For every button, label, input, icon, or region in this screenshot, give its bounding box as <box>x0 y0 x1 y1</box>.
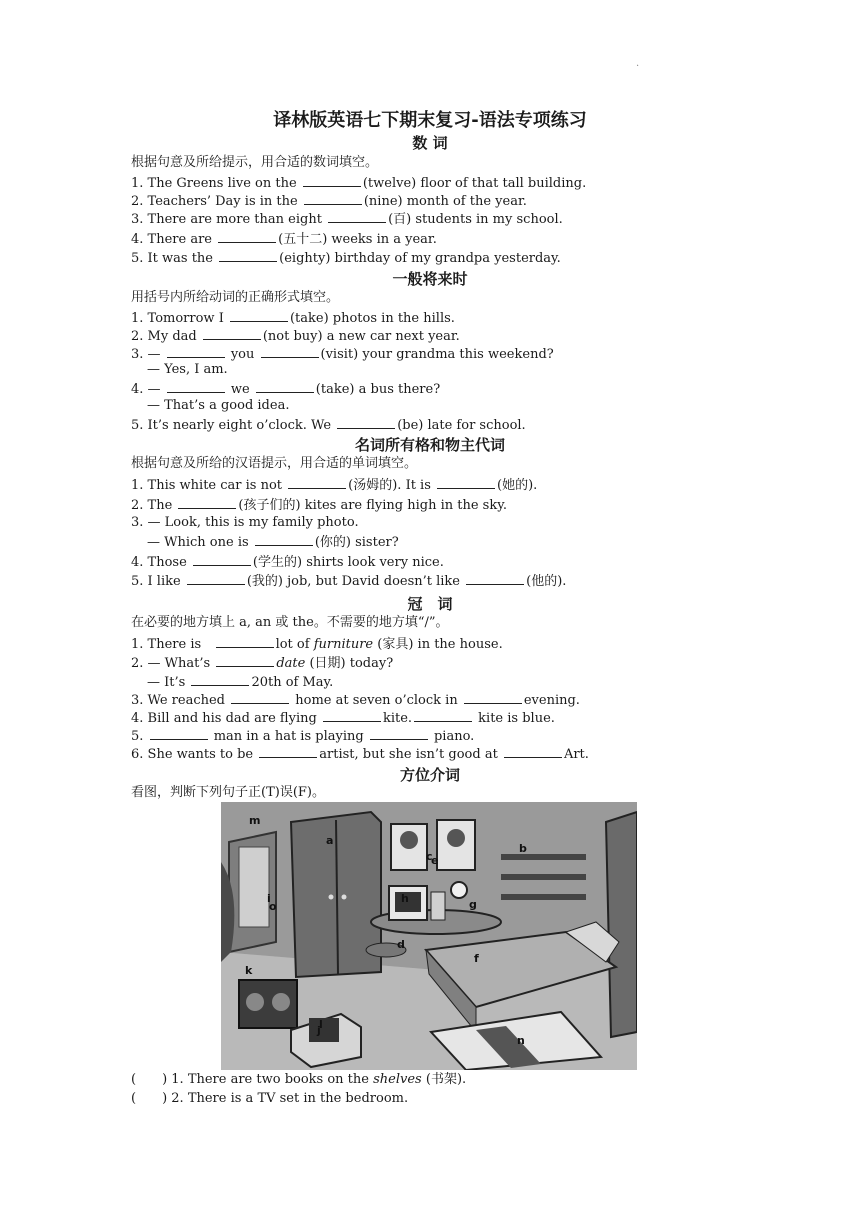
question-possessive-5 <box>131 572 566 590</box>
question-numerals-2 <box>131 192 527 210</box>
answer-blank[interactable] <box>218 230 276 243</box>
question-future-1 <box>131 309 455 327</box>
question-text: 2. — What’s <box>131 656 211 671</box>
question-text: — It’s <box>147 675 186 690</box>
section-heading-numerals: 数 词 <box>412 134 448 152</box>
question-text: 1. Tomorrow I <box>131 311 224 326</box>
question-articles-2b <box>147 673 333 691</box>
question-numerals-4 <box>131 230 437 248</box>
answer-blank[interactable] <box>187 572 245 585</box>
answer-blank[interactable] <box>216 635 274 648</box>
answer-blank[interactable] <box>437 476 495 489</box>
question-text: 2. The <box>131 498 173 513</box>
question-future-2 <box>131 327 460 345</box>
question-text: 1. There is <box>131 637 202 652</box>
page-title: 译林版英语七下期末复习-语法专项练习 <box>273 110 587 131</box>
answer-blank[interactable] <box>337 416 395 429</box>
answer-blank[interactable] <box>219 249 277 262</box>
answer-future-3: — Yes, I am. <box>147 362 228 377</box>
question-text: artist, but she isn’t good at <box>319 747 498 762</box>
figure-letter: i <box>267 892 271 905</box>
answer-blank[interactable] <box>255 533 313 546</box>
answer-blank[interactable] <box>259 745 317 758</box>
question-text: home at seven o’clock in <box>295 693 458 708</box>
question-text: 6. She wants to be <box>131 747 254 762</box>
instruction-possessive: 根据句意及所给的汉语提示，用合适的单词填空。 <box>131 456 418 471</box>
question-text: piano. <box>433 729 475 744</box>
question-text: lot of <box>275 637 310 652</box>
answer-blank[interactable] <box>203 327 261 340</box>
question-text: 5. It’s nearly eight o’clock. We <box>131 418 332 433</box>
question-articles-6 <box>131 745 589 763</box>
instruction-articles: 在必要的地方填上 a, an 或 the。不需要的地方填“/”。 <box>131 615 449 630</box>
section-heading-possessive: 名词所有格和物主代词 <box>354 436 505 454</box>
question-text: (百) students in my school. <box>388 212 563 227</box>
question-text: (twelve) floor of that tall building. <box>362 176 587 191</box>
question-articles-3 <box>131 691 580 709</box>
paren-open: ( <box>131 1091 137 1106</box>
question-text: ) 2. There is a TV set in the bedroom. <box>162 1091 409 1106</box>
question-text: (你的) sister? <box>314 535 399 550</box>
question-text: evening. <box>523 693 580 708</box>
figure-letter: j <box>317 1024 321 1037</box>
figure-letter: m <box>249 814 261 827</box>
question-future-3 <box>131 345 554 363</box>
answer-blank[interactable] <box>167 345 225 358</box>
answer-blank[interactable] <box>231 691 289 704</box>
question-articles-2 <box>131 654 393 672</box>
question-text: 20th of May. <box>251 675 334 690</box>
question-prepositions-1 <box>131 1072 466 1088</box>
question-text: 4. — <box>131 382 161 397</box>
question-text: 3. — <box>131 347 161 362</box>
answer-blank[interactable] <box>304 192 362 205</box>
question-text: (visit) your grandma this weekend? <box>320 347 554 362</box>
question-text: 5. It was the <box>131 251 213 266</box>
answer-blank[interactable] <box>230 309 288 322</box>
question-text: 1. The Greens live on the <box>131 176 297 191</box>
section-heading-prepositions: 方位介词 <box>399 766 460 784</box>
answer-blank[interactable] <box>167 380 225 393</box>
answer-blank[interactable] <box>504 745 562 758</box>
question-text: kite is blue. <box>478 711 555 726</box>
question-text: date <box>276 656 306 671</box>
question-text: (家具) in the house. <box>377 637 503 652</box>
answer-blank[interactable] <box>256 380 314 393</box>
question-numerals-1 <box>131 174 586 192</box>
figure-letter: f <box>474 952 479 965</box>
question-text: (take) photos in the hills. <box>289 311 455 326</box>
section-heading-future: 一般将来时 <box>392 270 468 288</box>
question-text: kite. <box>382 711 413 726</box>
question-text: (他的). <box>526 574 567 589</box>
instruction-future: 用括号内所给动词的正确形式填空。 <box>131 290 340 305</box>
question-text: (书架). <box>425 1072 467 1087</box>
answer-blank[interactable] <box>178 496 236 509</box>
figure-letter: l <box>319 1018 323 1031</box>
answer-future-4: — That’s a good idea. <box>147 398 290 413</box>
figure-letter: h <box>401 892 409 905</box>
question-text: (not buy) a new car next year. <box>262 329 460 344</box>
question-possessive-4 <box>131 553 444 571</box>
question-text: furniture <box>313 637 374 652</box>
question-text: (汤姆的). It is <box>348 478 431 493</box>
question-text: (她的). <box>497 478 538 493</box>
answer-blank[interactable] <box>216 654 274 667</box>
question-articles-4 <box>131 709 555 727</box>
figure-letter: a <box>326 834 334 847</box>
answer-blank[interactable] <box>328 210 386 223</box>
question-text: shelves <box>373 1072 422 1087</box>
question-text: 3. There are more than eight <box>131 212 322 227</box>
question-text: 4. Bill and his dad are flying <box>131 711 317 726</box>
figure-letter: n <box>517 1034 525 1047</box>
paren-open: ( <box>131 1072 137 1087</box>
figure-letter: c <box>426 850 433 863</box>
question-text: 2. Teachers’ Day is in the <box>131 194 298 209</box>
answer-blank[interactable] <box>288 476 346 489</box>
question-future-4 <box>131 380 440 398</box>
figure-letter: b <box>519 842 527 855</box>
question-text: 3. We reached <box>131 693 225 708</box>
question-text: (eighty) birthday of my grandpa yesterday. <box>279 251 561 266</box>
question-text: Art. <box>563 747 589 762</box>
instruction-numerals: 根据句意及所给提示，用合适的数词填空。 <box>131 155 379 170</box>
figure-letter: e <box>431 854 439 867</box>
question-possessive-3: 3. — Look, this is my family photo. <box>131 515 359 530</box>
answer-blank[interactable] <box>303 174 361 187</box>
question-articles-5 <box>131 727 474 745</box>
question-text: — Which one is <box>147 535 249 550</box>
question-text: (日期) today? <box>309 656 394 671</box>
question-numerals-5 <box>131 249 561 267</box>
question-possessive-1 <box>131 476 537 494</box>
answer-blank[interactable] <box>414 709 472 722</box>
answer-blank[interactable] <box>261 345 319 358</box>
question-text: 1. This white car is not <box>131 478 283 493</box>
figure-letter: g <box>469 898 477 911</box>
instruction-prepositions: 看图，判断下列句子正(T)误(F)。 <box>131 785 325 800</box>
corner-dot: . <box>636 58 640 69</box>
question-text: (孩子们的) kites are flying high in the sky. <box>238 498 507 513</box>
answer-blank[interactable] <box>191 673 249 686</box>
question-possessive-2 <box>131 496 507 514</box>
answer-blank[interactable] <box>370 727 428 740</box>
question-text: 2. My dad <box>131 329 197 344</box>
question-text: (take) a bus there? <box>315 382 441 397</box>
question-text: we <box>230 382 250 397</box>
question-text: you <box>230 347 255 362</box>
question-text: 4. There are <box>131 232 212 247</box>
question-numerals-3 <box>131 210 563 228</box>
question-articles-1 <box>131 635 503 653</box>
question-text: 5. I like <box>131 574 181 589</box>
answer-blank[interactable] <box>464 691 522 704</box>
question-prepositions-2 <box>131 1091 408 1107</box>
question-text: 4. Those <box>131 555 187 570</box>
question-text: (nine) month of the year. <box>363 194 527 209</box>
question-text: man in a hat is playing <box>213 729 364 744</box>
answer-blank[interactable] <box>323 709 381 722</box>
figure-letter: o <box>269 900 277 913</box>
question-future-5 <box>131 416 526 434</box>
answer-blank[interactable] <box>193 553 251 566</box>
answer-blank[interactable] <box>466 572 524 585</box>
question-text: (我的) job, but David doesn’t like <box>246 574 461 589</box>
figure-letter: d <box>397 938 405 951</box>
question-text: 5. <box>131 729 144 744</box>
question-text: (五十二) weeks in a year. <box>278 232 437 247</box>
question-text: (学生的) shirts look very nice. <box>252 555 444 570</box>
question-possessive-3b <box>147 533 399 551</box>
figure-letter: k <box>245 964 253 977</box>
question-text: ) 1. There are two books on the <box>162 1072 369 1087</box>
answer-blank[interactable] <box>150 727 208 740</box>
section-heading-articles: 冠 词 <box>407 595 453 613</box>
question-text: (be) late for school. <box>397 418 526 433</box>
bedroom-illustration <box>221 802 637 1070</box>
